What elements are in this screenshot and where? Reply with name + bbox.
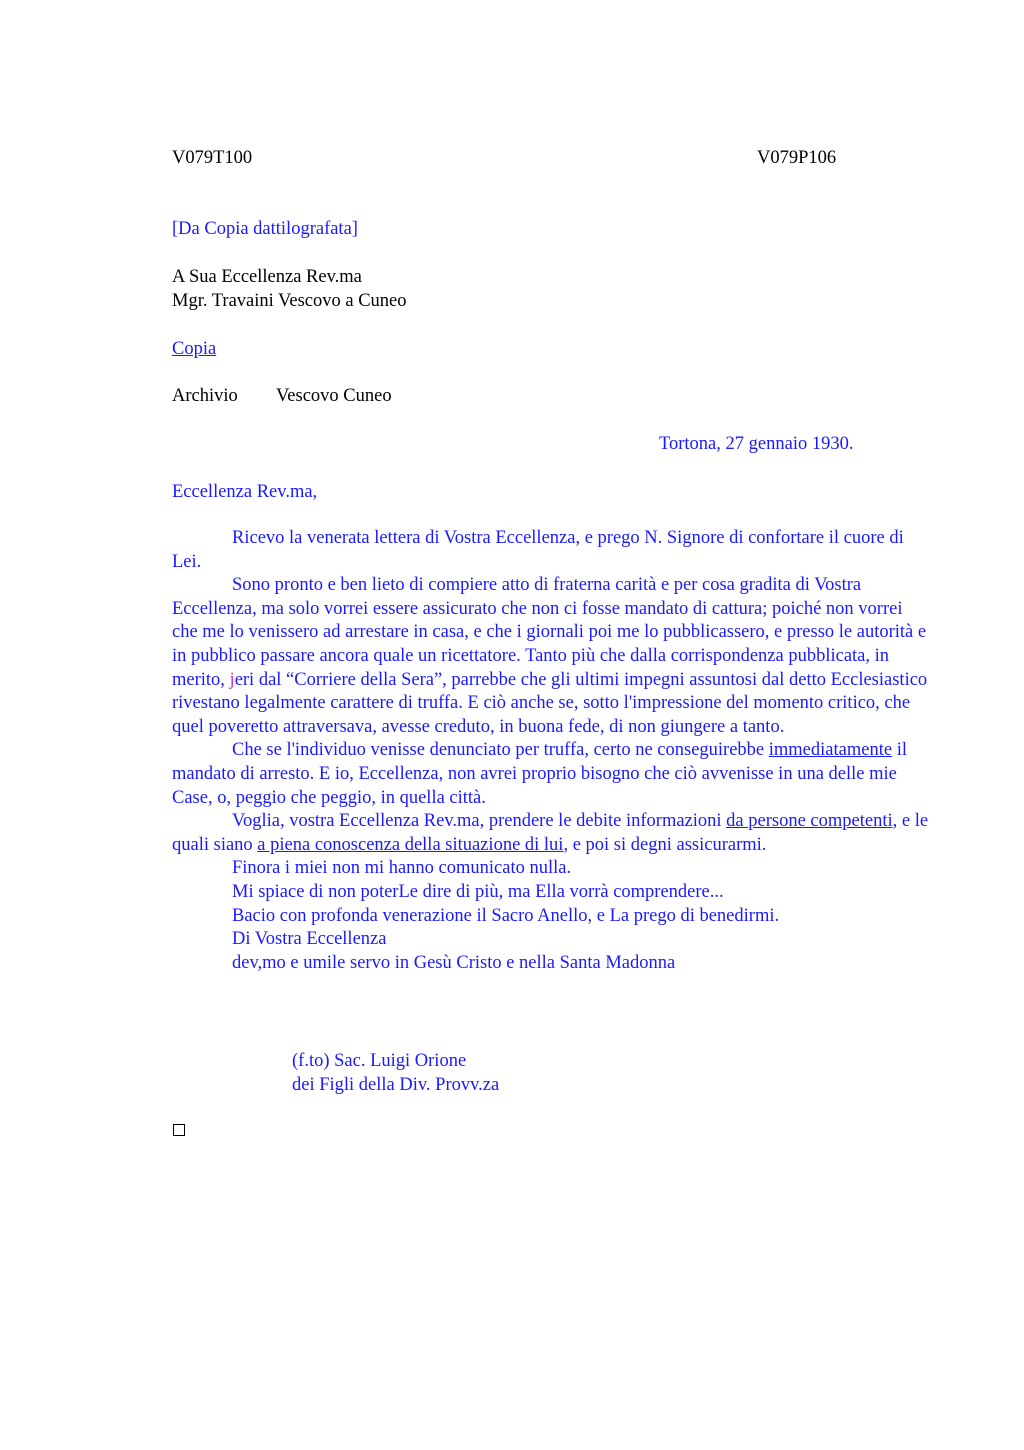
closing-line-2: dev,mo e umile servo in Gesù Cristo e nella Santa Madonna: [232, 952, 676, 973]
paragraph-4-end: , e poi si degni assicurarmi.: [563, 834, 767, 855]
archive-label: Archivio: [172, 386, 238, 406]
paragraph-4-middle: , e le quali siano: [172, 811, 929, 855]
paragraph-3: [172, 739, 932, 810]
header-left-code: V079T100: [172, 148, 253, 168]
paragraph-5: Finora i miei non mi hanno comunicato nulla.: [232, 858, 572, 879]
paragraph-3-end: il mandato di arresto. E io, Eccellenza, non avrei proprio bisogno che ciò avvenisse in una delle mie Case, o, peggio che peggio, in quella città.: [172, 740, 907, 808]
copia-label: Copia: [172, 339, 217, 359]
place-date: Tortona, 27 gennaio 1930.: [659, 434, 854, 454]
signature-line-2: dei Figli della Div. Provv.za: [292, 1074, 500, 1095]
header-right-code: V079P106: [757, 148, 837, 168]
end-square-icon: [173, 1124, 185, 1136]
paragraph-4-start: Voglia, vostra Eccellenza Rev.ma, prendere le debite informazioni: [232, 811, 727, 832]
signature: [292, 1050, 499, 1097]
paragraph-7: Bacio con profonda venerazione il Sacro Anello, e La prego di benedirmi.: [232, 905, 780, 926]
underlined-competent-persons: da persone competenti: [726, 811, 893, 832]
paragraph-4: [172, 810, 932, 857]
paragraph-2-text: Sono pronto e ben lieto di compiere atto di fraterna carità e per cosa gradita di Vostra Eccellenza, ma solo vorrei essere assicurato che non ci fosse mandato di cattura; poiché non vorrei che me lo venissero ad arrestare in casa, e che i giornali poi me lo pubblicassero, e presso le autorità e in pubblico passare ancora quale un ricettatore. Tanto più che dalla corrispondenza pubblicata, in merito,: [172, 575, 927, 690]
paragraph-3-start: Che se l'individuo venisse denunciato per truffa, certo ne conseguirebbe: [232, 740, 769, 761]
addressee-line-2: Mgr. Travaini Vescovo a Cuneo: [172, 291, 407, 311]
underlined-full-knowledge: a piena conoscenza della situazione di lui: [257, 834, 564, 855]
paragraph-2-rest: eri dal “Corriere della Sera”, parrebbe che gli ultimi impegni assuntosi dal detto Ecclesiastico rivestano legalmente carattere di truffa. E ciò anche se, sotto l'impressione del momento critico, che quel poveretto attraversava, avesse creduto, in buona fede, di non giungere a tanto.: [172, 669, 928, 737]
archive-value: Vescovo Cuneo: [276, 386, 392, 406]
paragraph-1: Ricevo la venerata lettera di Vostra Eccellenza, e prego N. Signore di confortare il cuore di Lei.: [172, 528, 904, 572]
closing-line-1: Di Vostra Eccellenza: [232, 929, 387, 950]
paragraph-6: Mi spiace di non poterLe dire di più, ma Ella vorrà comprendere...: [232, 881, 724, 902]
signature-line-1: (f.to) Sac. Luigi Orione: [292, 1051, 467, 1071]
salutation: Eccellenza Rev.ma,: [172, 482, 318, 502]
underlined-immediatamente: immediatamente: [768, 740, 893, 761]
paragraph-2: [172, 574, 932, 739]
addressee-line-1: A Sua Eccellenza Rev.ma: [172, 267, 362, 287]
source-note: [Da Copia dattilografata]: [172, 219, 358, 239]
correction-mark: j: [229, 669, 235, 690]
letter-body: [172, 527, 932, 975]
